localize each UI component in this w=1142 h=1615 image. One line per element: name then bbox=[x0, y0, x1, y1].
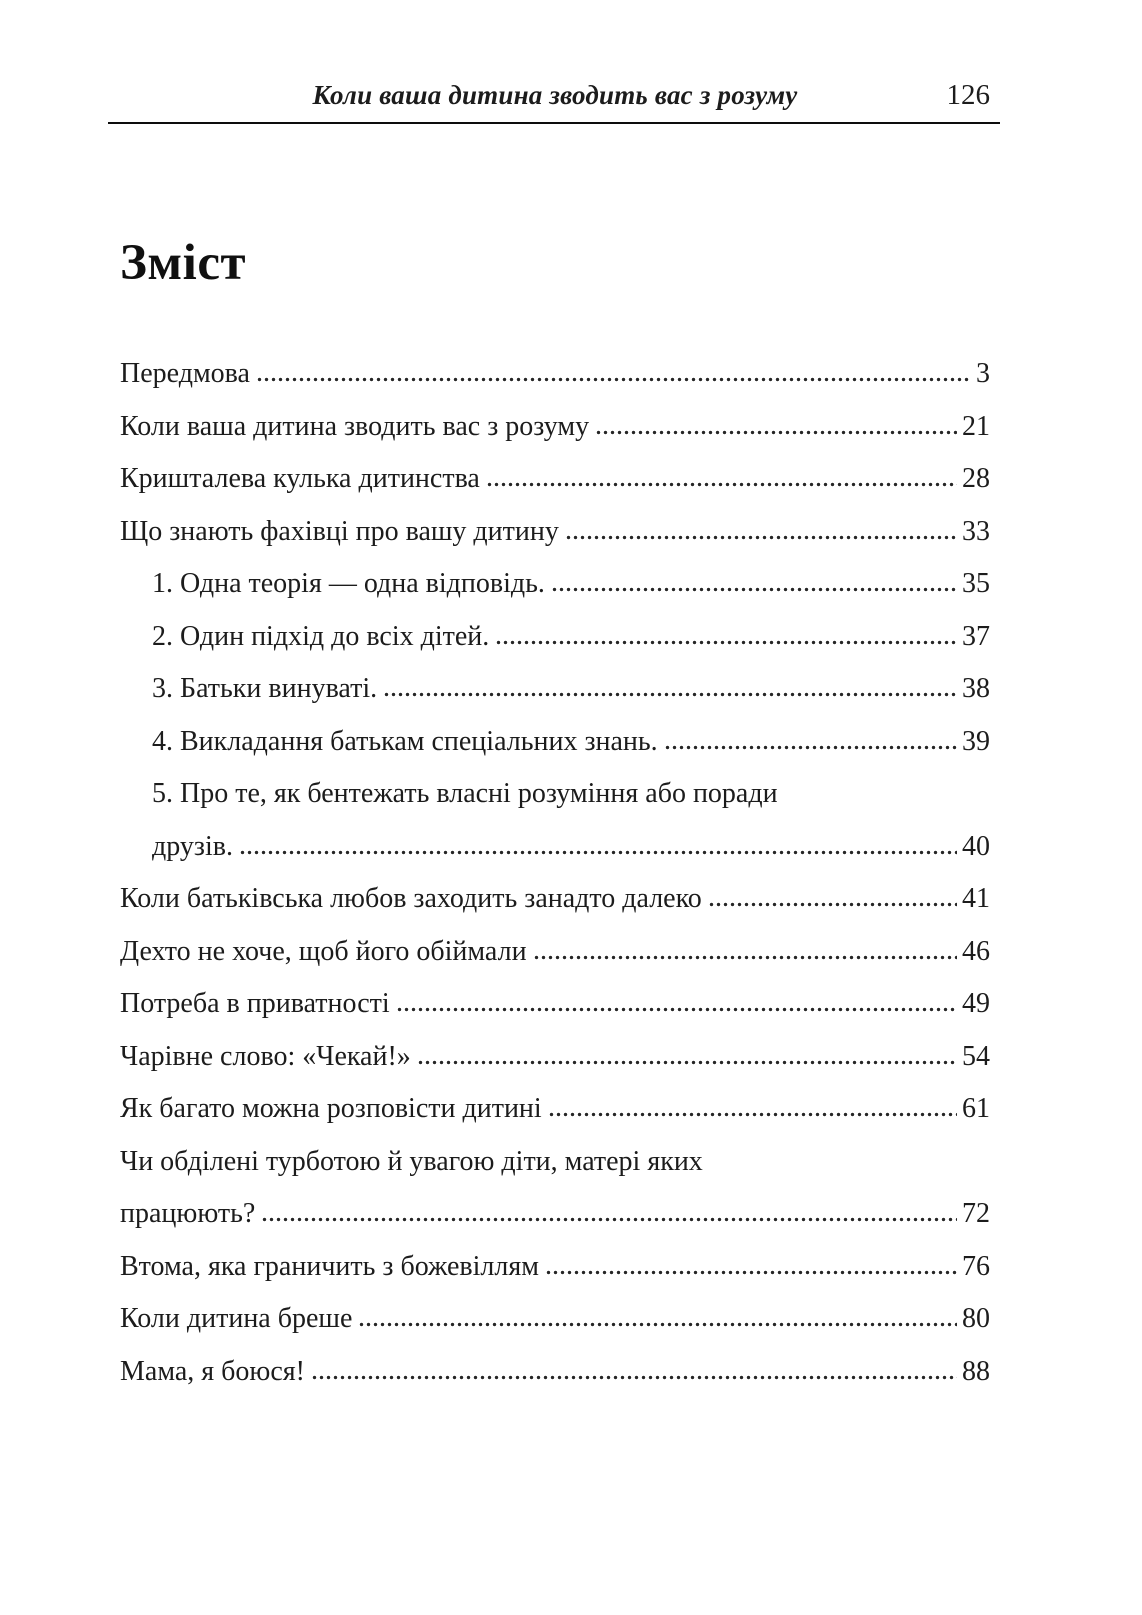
toc-entry bbox=[120, 1293, 990, 1346]
toc-entry-label: Передмова bbox=[120, 358, 250, 389]
toc-leader-dots bbox=[311, 1374, 957, 1380]
toc-entry bbox=[120, 401, 990, 454]
toc-entry bbox=[120, 663, 990, 716]
toc-page-number: 88 bbox=[962, 1355, 990, 1387]
toc-page-number: 3 bbox=[976, 358, 990, 389]
toc-entry-label: Чарівне слово: «Чекай!» bbox=[120, 1040, 411, 1072]
toc-leader-dots bbox=[545, 1269, 957, 1275]
running-header bbox=[120, 78, 990, 112]
toc-entry bbox=[120, 1083, 990, 1136]
toc-entry-row bbox=[120, 506, 990, 559]
toc-entry-label: Коли ваша дитина зводить вас з розуму bbox=[120, 410, 590, 442]
toc-page-number: 40 bbox=[962, 830, 990, 862]
toc-page-number: 49 bbox=[962, 988, 990, 1019]
toc-entry bbox=[120, 1346, 990, 1399]
toc-entry-label: 2. Один підхід до всіх дітей. bbox=[152, 620, 490, 652]
toc-leader-dots bbox=[261, 1216, 957, 1222]
toc-entry-label: Дехто не хоче, щоб його обіймали bbox=[120, 935, 527, 967]
toc-entry-label: 4. Викладання батькам спеціальних знань. bbox=[152, 725, 658, 757]
toc-leader-dots bbox=[533, 954, 957, 960]
toc-leader-dots bbox=[595, 429, 957, 435]
toc-entry-label: Коли дитина бреше bbox=[120, 1303, 353, 1334]
toc-leader-dots bbox=[396, 1006, 957, 1012]
toc-page-number: 61 bbox=[962, 1093, 990, 1124]
toc-entry-label: Мама, я боюся! bbox=[120, 1355, 305, 1387]
toc-entry-label: Кришталева кулька дитинства bbox=[120, 463, 480, 494]
toc-entry-row bbox=[152, 821, 990, 874]
toc-entry-label: Потреба в приватності bbox=[120, 988, 390, 1019]
toc-entry-row bbox=[120, 401, 990, 454]
toc-entry-row bbox=[120, 1346, 990, 1399]
toc-entry-label: Втома, яка граничить з божевіллям bbox=[120, 1250, 539, 1282]
toc-entry-row bbox=[120, 1241, 990, 1294]
toc-entry-row bbox=[120, 348, 990, 401]
toc-page-number: 21 bbox=[962, 410, 990, 442]
toc-entry-row bbox=[120, 453, 990, 506]
toc-entry bbox=[120, 873, 990, 926]
toc-entry-row bbox=[152, 663, 990, 716]
toc-page-number: 72 bbox=[962, 1198, 990, 1229]
toc-entry bbox=[120, 611, 990, 664]
toc-page-number: 41 bbox=[962, 883, 990, 914]
page-number: 126 bbox=[946, 79, 990, 111]
toc-entry-text: 5. Про те, як бентежать власні розуміння або поради bbox=[152, 778, 778, 809]
toc-entry-row bbox=[120, 1293, 990, 1346]
toc-leader-dots bbox=[551, 586, 957, 592]
toc-entry bbox=[120, 978, 990, 1031]
header-rule bbox=[108, 122, 1000, 124]
toc-entry-row bbox=[120, 1188, 990, 1241]
toc-entry-label: Як багато можна розповісти дитині bbox=[120, 1093, 542, 1124]
toc-page-number: 54 bbox=[962, 1040, 990, 1072]
toc-entry-label: друзів. bbox=[152, 830, 233, 862]
toc-page-number: 37 bbox=[962, 620, 990, 652]
toc-entry-row bbox=[152, 716, 990, 769]
toc-page-number: 28 bbox=[962, 463, 990, 494]
toc-entry-row bbox=[120, 873, 990, 926]
toc-entry bbox=[120, 506, 990, 559]
toc-entry-row bbox=[152, 611, 990, 664]
toc-page-number: 46 bbox=[962, 935, 990, 967]
toc-leader-dots bbox=[495, 639, 957, 645]
toc-leader-dots bbox=[708, 901, 957, 907]
toc-entry-label: 3. Батьки винуваті. bbox=[152, 673, 378, 704]
page-title: Зміст bbox=[120, 235, 247, 291]
toc-page-number: 39 bbox=[962, 725, 990, 757]
toc-page-number: 35 bbox=[962, 568, 990, 599]
toc-entry-label: працюють? bbox=[120, 1198, 256, 1229]
toc-entry bbox=[120, 768, 990, 873]
toc-entry-row bbox=[120, 926, 990, 979]
toc-entry-row bbox=[120, 1083, 990, 1136]
toc-leader-dots bbox=[417, 1059, 957, 1065]
toc-entry-label: Коли батьківська любов заходить занадто далеко bbox=[120, 883, 702, 914]
toc-page-number: 33 bbox=[962, 515, 990, 547]
toc-entry-row bbox=[120, 978, 990, 1031]
toc-entry bbox=[120, 453, 990, 506]
toc-entry bbox=[120, 716, 990, 769]
toc-entry bbox=[120, 558, 990, 611]
toc-page-number: 80 bbox=[962, 1303, 990, 1334]
toc-leader-dots bbox=[664, 744, 957, 750]
toc-page-number: 38 bbox=[962, 673, 990, 704]
toc-leader-dots bbox=[486, 481, 957, 487]
toc-entry bbox=[120, 1136, 990, 1241]
toc-entry-label: 1. Одна теорія — одна відповідь. bbox=[152, 568, 545, 599]
toc-entry-text: Чи обділені турботою й увагою діти, матері яких bbox=[120, 1145, 703, 1177]
toc-entry bbox=[120, 926, 990, 979]
toc-entry bbox=[120, 1241, 990, 1294]
toc-entry bbox=[120, 348, 990, 401]
toc-entry-row bbox=[152, 558, 990, 611]
toc-page-number: 76 bbox=[962, 1250, 990, 1282]
toc-entry-label: Що знають фахівці про вашу дитину bbox=[120, 515, 559, 547]
toc-entry-row bbox=[120, 1031, 990, 1084]
toc-leader-dots bbox=[239, 849, 957, 855]
toc-leader-dots bbox=[548, 1111, 957, 1117]
running-title: Коли ваша дитина зводить вас з розуму bbox=[312, 80, 798, 110]
toc-leader-dots bbox=[256, 376, 971, 382]
toc-leader-dots bbox=[565, 534, 957, 540]
toc-list bbox=[120, 348, 990, 1398]
toc-entry bbox=[120, 1031, 990, 1084]
toc-leader-dots bbox=[383, 691, 957, 697]
toc-leader-dots bbox=[358, 1321, 957, 1327]
